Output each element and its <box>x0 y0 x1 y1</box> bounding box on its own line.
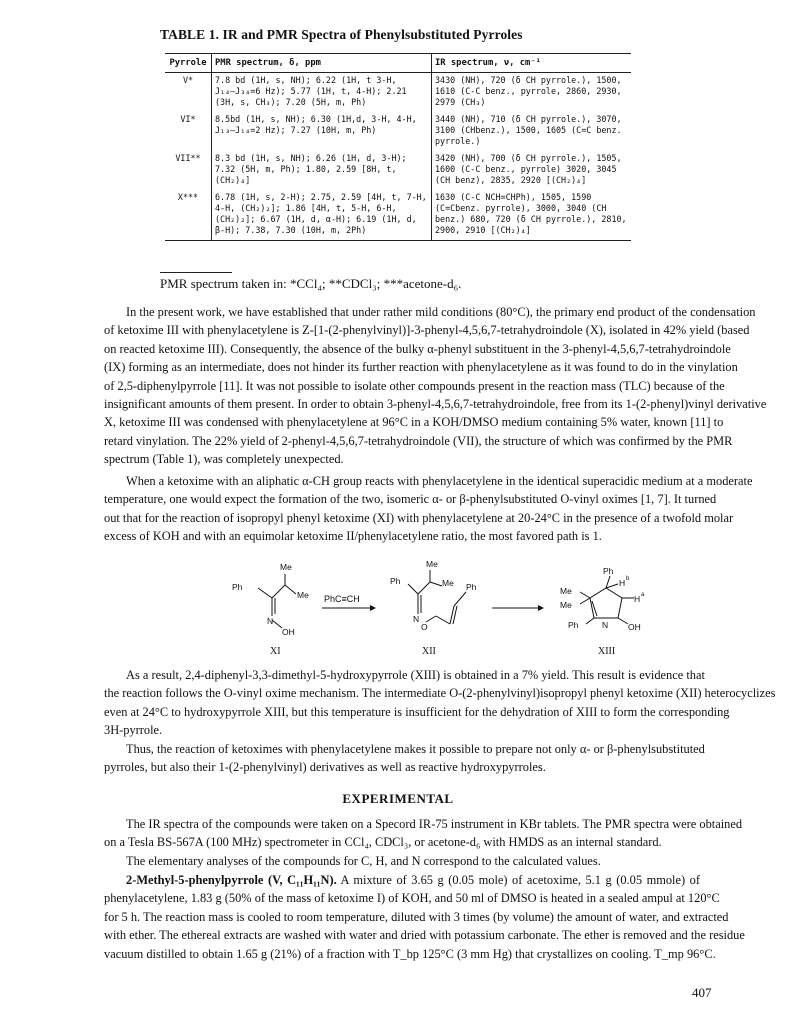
pmr-line: J₁₄—J₃₄=6 Hz); 5.77 (1H, t, 4-H); 2.21 <box>215 86 407 96</box>
bond <box>418 582 430 594</box>
text-line: The elementary analyses of the compounds for C, H, and N correspond to the calculated values. <box>126 854 601 868</box>
pmr-cell <box>212 112 432 151</box>
paragraph-analysis <box>104 852 700 870</box>
table-row <box>165 151 631 190</box>
ir-line: 1630 (C-C NCH=CHPh), 1505, 1590 <box>435 192 592 202</box>
bond <box>454 592 466 606</box>
text-line: phenylacetylene, 1.83 g (50% of the mass of ketoxime I) of KOH, and 50 ml of DMSO is heated in a sealed ampul at 120°C <box>104 891 720 906</box>
scheme-me-label: Me <box>560 586 572 596</box>
spectra-table <box>165 53 631 241</box>
compound-cell: VII** <box>165 151 212 190</box>
text-line: on a Tesla BS-567A (100 MHz) spectrometer in CCl₄, CDCl₃, or acetone-d₆ with HMDS as an internal standard. <box>104 835 662 850</box>
scheme-n-label: N <box>413 614 420 624</box>
scheme-h-superscript: b <box>626 576 630 582</box>
scheme-h-label: H <box>634 594 641 604</box>
compound-cell: V* <box>165 73 212 113</box>
text-line: of ketoxime III with phenylacetylene is Z-[1-(2-phenylvinyl)]-3-phenyl-4,5,6,7-tetrahydroindole (X), isolated in 42% yield (based <box>104 323 750 338</box>
scheme-oh-label: OH <box>628 622 641 632</box>
section-heading-experimental: EXPERIMENTAL <box>342 791 454 806</box>
compound-label-xii: XII <box>422 646 436 657</box>
text-line <box>104 871 700 889</box>
structure-xiii <box>580 576 634 624</box>
text-line: 3H-pyrrole. <box>104 723 163 738</box>
scheme-h-label: H <box>619 578 626 588</box>
table-row <box>165 112 631 151</box>
pmr-line: 6.78 (1H, s, 2-H); 2.75, 2.59 [4H, t, 7-H, <box>215 192 427 202</box>
text-line: insignificant amounts of them present. In order to obtain 3-phenyl-4,5,6,7-tetrahydroindole, free from its 1-(2-phenyl)vinyl derivative <box>104 397 767 412</box>
scheme-me-label: Me <box>442 578 454 588</box>
text-line: The IR spectra of the compounds were taken on a Specord IR-75 instrument in KBr tablets. The PMR spectra were obtained <box>126 817 743 831</box>
bond <box>272 585 285 598</box>
pmr-line: 4-H, (CH₂)₂]; 1.86 [4H, t, 5-H, 6-H, <box>215 203 397 213</box>
table-row <box>165 190 631 241</box>
scheme-me-label: Me <box>560 600 572 610</box>
header-pyrrole: Pyrrole <box>165 54 212 73</box>
scheme-n-label: N <box>602 620 609 630</box>
compound-cell: VI* <box>165 112 212 151</box>
paragraph-synthesis <box>104 871 745 963</box>
ir-line: benz.) 680, 720 (δ CH pyrrole.), 2810, <box>435 214 627 224</box>
pmr-line: 8.5bd (1H, s, NH); 6.30 (1H,d, 3-H, 4-H, <box>215 114 417 124</box>
text-line: on reacted ketoxime III). Consequently, the absence of the bulky α-phenyl substituent in the 3-phenyl-4,5,6,7-tetrahydroindole <box>104 341 731 356</box>
ir-cell <box>432 190 632 241</box>
ir-line: 1600 (C-C benz., pyrrole) 3020, 3045 <box>435 164 617 174</box>
pmr-line: β-H); 7.38, 7.30 (10H, m, 2Ph) <box>215 225 367 235</box>
scheme-h-superscript: a <box>641 592 645 598</box>
table-footnote: PMR spectrum taken in: *CCl₄; **CDCl₃; ***acetone-d₆. <box>160 276 462 291</box>
compound-cell: X*** <box>165 190 212 241</box>
footnote-rule <box>160 272 232 273</box>
scheme-o-label: O <box>421 622 428 632</box>
bond <box>606 576 610 588</box>
text-line: for 5 h. The reaction mass is cooled to room temperature, diluted with 3 times (by volume) the amount of water, and extracted <box>104 909 729 924</box>
text-line: vacuum distilled to obtain 1.65 g (21%) of a fraction with T_bp 125°C (3 mm Hg) that crystallizes on cooling. T_mp 96°C. <box>104 946 716 961</box>
text-run: A mixture of 3.65 g (0.05 mole) of acetoxime, 5.1 g (0.05 mmole) of <box>336 873 700 887</box>
header-ir: IR spectrum, ν, cm⁻¹ <box>432 54 632 73</box>
ir-cell <box>432 112 632 151</box>
pmr-line: 8.3 bd (1H, s, NH); 6.26 (1H, d, 3-H); <box>215 153 407 163</box>
page-number: 407 <box>692 985 712 1000</box>
pmr-line: 7.8 bd (1H, s, NH); 6.22 (1H, t 3-H, <box>215 75 397 85</box>
pmr-cell <box>212 190 432 241</box>
compound-label-xiii: XIII <box>598 646 616 657</box>
table-header-row <box>165 54 631 73</box>
text-line: X, ketoxime III was condensed with phenylacetylene at 96°C in a KOH/DMSO medium containing 5% water, known [11] to <box>104 415 724 430</box>
text-line: temperature, one would expect the formation of the two, isomeric α- or β-phenylsubstituted O-vinyl oximes [1, 7]. It turned <box>104 492 717 507</box>
reaction-scheme <box>230 558 710 658</box>
ir-cell <box>432 151 632 190</box>
text-line: In the present work, we have established that under rather mild conditions (80°C), the primary end product of the condensation <box>126 305 756 319</box>
text-line: retard vinylation. The 22% yield of 2-phenyl-4,5,6,7-tetrahydroindole (VII), the structure of which was confirmed by the PMR <box>104 433 733 448</box>
scheme-ph-label: Ph <box>390 576 401 586</box>
scheme-n-label: N <box>267 616 274 626</box>
bond <box>618 618 628 624</box>
scheme-ph-label: Ph <box>232 582 243 592</box>
ir-line: 3420 (NH), 700 (δ CH pyrrole.), 1505, <box>435 153 622 163</box>
paragraph-intro <box>104 303 767 469</box>
text-line: (IX) forming as an intermediate, does not hinder its further reaction with phenylacetylene as it was found to do in the vinylation <box>104 360 738 375</box>
bond <box>408 584 418 594</box>
pmr-line: (CH₂)₂]; 6.67 (1H, d, α-H); 6.19 (1H, d, <box>215 214 417 224</box>
bond <box>580 592 590 598</box>
compound-label-xi: XI <box>270 646 281 657</box>
scheme-ph-label: Ph <box>603 566 614 576</box>
table-row <box>165 73 631 113</box>
paragraph-instruments <box>104 815 743 852</box>
arrow-head <box>370 605 376 611</box>
compound-title: 2-Methyl-5-phenylpyrrole (V, C₁₁H₁₁N). <box>126 873 337 887</box>
text-line: of 2,5-diphenylpyrrole [11]. It was not possible to isolate other compounds present in the reaction mass (TLC) because of the <box>104 378 725 393</box>
pmr-line: 7.32 (5H, m, Ph); 1.80, 2.59 [8H, t, <box>215 164 397 174</box>
bond <box>272 620 282 628</box>
table-title: TABLE 1. IR and PMR Spectra of Phenylsubstituted Pyrroles <box>160 27 523 42</box>
paragraph-conclusion <box>104 740 705 777</box>
pmr-line: (CH₂)₄] <box>215 175 251 185</box>
bond <box>430 582 442 586</box>
text-line: the reaction follows the O-vinyl oxime mechanism. The intermediate O-(2-phenylvinyl)isopropyl phenyl ketoxime (XII) heterocyclizes <box>104 686 776 701</box>
text-line: excess of KOH and with an equimolar ketoxime II/phenylacetylene ratio, the most favored path is 1. <box>104 529 602 544</box>
text-line: with ether. The ethereal extracts are washed with water and dried with potassium carbonate. The ether is removed and the residue <box>104 928 745 943</box>
ir-line: 3430 (NH), 720 (δ CH pyrrole.), 1500, <box>435 75 622 85</box>
bond <box>258 588 272 598</box>
scheme-oh-label: OH <box>282 627 295 637</box>
ir-line: pyrrole.) <box>435 136 481 146</box>
ir-line: (C=Cbenz. pyrrole), 3000, 3040 (CH <box>435 203 607 213</box>
ir-line: 1610 (C-C benz., pyrrole, 2860, 2930, <box>435 86 622 96</box>
bond <box>436 616 450 624</box>
text-line: Thus, the reaction of ketoximes with phenylacetylene makes it possible to prepare not only α- or β-phenylsubstituted <box>126 742 705 756</box>
header-pmr: PMR spectrum, δ, ppm <box>212 54 432 73</box>
structure-xi <box>258 574 296 628</box>
scheme-ph-label: Ph <box>466 582 477 592</box>
pmr-cell <box>212 151 432 190</box>
bond <box>580 598 590 604</box>
text-line: spectrum (Table 1), was completely unexpected. <box>104 452 344 467</box>
ir-line: 3100 (CHbenz.), 1500, 1605 (C=C benz. <box>435 125 622 135</box>
scheme-me-label: Me <box>426 559 438 569</box>
text-line: even at 24°C to hydroxypyrrole XIII, but this temperature is insufficient for the dehydration of XIII to form the corresponding <box>104 704 730 719</box>
scheme-me-label: Me <box>280 562 292 572</box>
ir-line: 2900, 2910 [(CH₂)₄] <box>435 225 531 235</box>
bond <box>285 585 296 594</box>
text-line: As a result, 2,4-diphenyl-3,3-dimethyl-5-hydroxypyrrole (XIII) is obtained in a 7% yield. This result is evidence that <box>126 668 705 682</box>
ir-cell <box>432 73 632 113</box>
text-line: When a ketoxime with an aliphatic α-CH group reacts with phenylacetylene in the identical superacidic medium at a moderate <box>126 474 753 488</box>
pyrrole-ring <box>590 588 622 618</box>
pmr-line: J₁₃—J₁₄=2 Hz); 7.27 (10H, m, Ph) <box>215 125 377 135</box>
bond <box>586 618 594 624</box>
ir-line: 2979 (CH₃) <box>435 97 486 107</box>
pmr-line: (3H, s, CH₃); 7.20 (5H, m, Ph) <box>215 97 367 107</box>
ir-line: 3440 (NH), 710 (δ CH pyrrole.), 3070, <box>435 114 622 124</box>
scheme-ph-label: Ph <box>568 620 579 630</box>
text-line: out that for the reaction of isopropyl phenyl ketoxime (XI) with phenylacetylene at 20-24°C in the presence of a twofold molar <box>104 510 734 525</box>
scheme-me-label: Me <box>297 590 309 600</box>
arrow-head <box>538 605 544 611</box>
text-line: pyrroles, but also their 1-(2-phenylvinyl) derivatives as well as reactive hydroxypyrroles. <box>104 760 546 775</box>
ir-line: (CH benz), 2835, 2920 [(CH₂)₄] <box>435 175 587 185</box>
paragraph-result <box>104 666 776 740</box>
bond <box>606 584 618 588</box>
pmr-cell <box>212 73 432 113</box>
paragraph-aliphatic <box>104 472 753 546</box>
reagent-label: PhC≡CH <box>324 594 360 604</box>
